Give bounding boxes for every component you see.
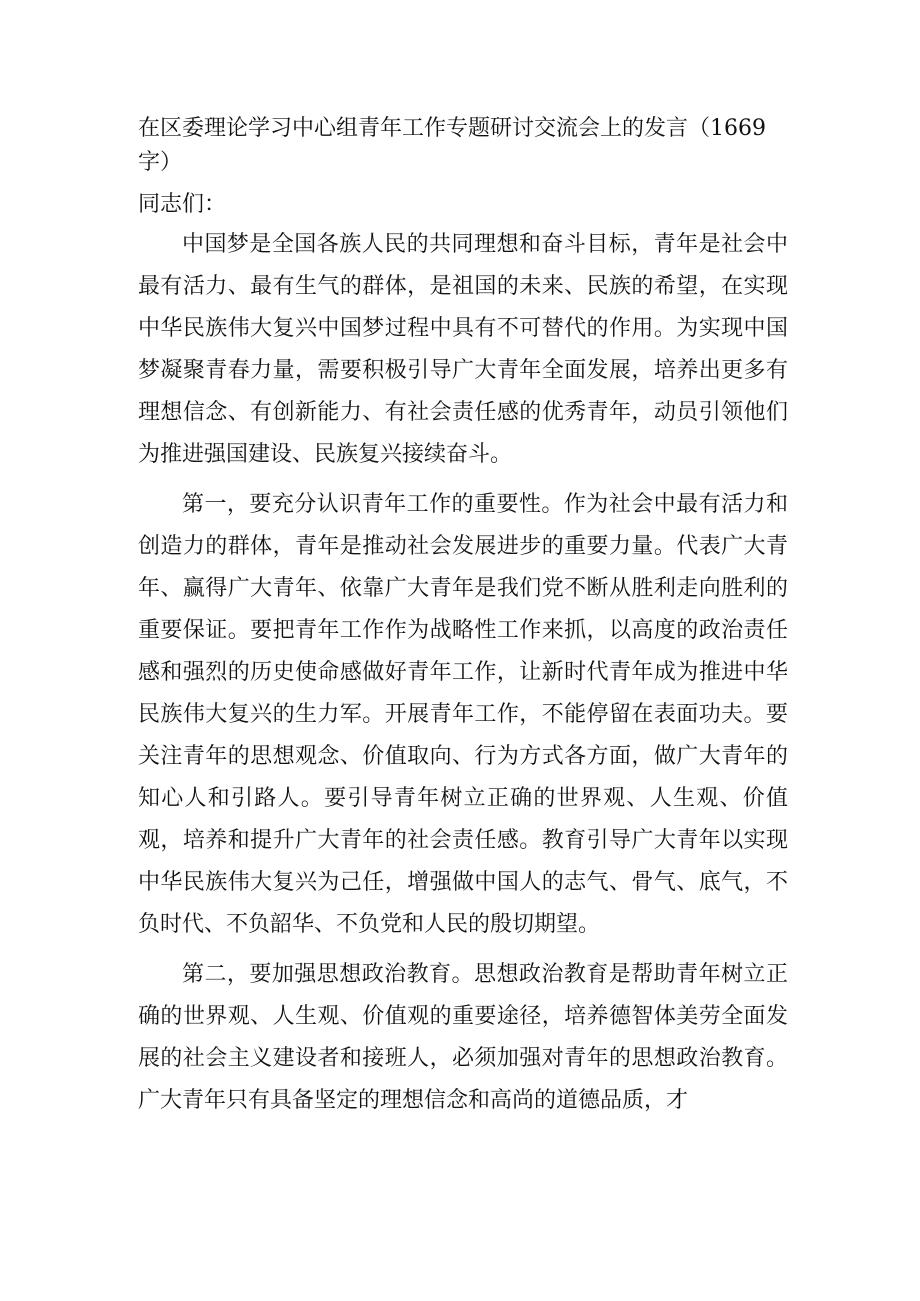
paragraph-point-two: 第二，要加强思想政治教育。思想政治教育是帮助青年树立正确的世界观、人生观、价值观的重要途径，培养德智体美劳全面发展的社会主义建设者和接班人，必须加强对青年的思想政治教育。广大青年只有具备坚定的理想信念和高尚的道德品质，才 bbox=[138, 962, 788, 1113]
paragraph-intro: 中国梦是全国各族人民的共同理想和奋斗目标，青年是社会中最有活力、最有生气的群体，是祖国的未来、民族的希望，在实现中华民族伟大复兴中国梦过程中具有不可替代的作用。为实现中国梦凝聚青春力量，需要积极引导广大青年全面发展，培养出更多有理想信念、有创新能力、有社会责任感的优秀青年，动员引领他们为推进强国建设、民族复兴接续奋斗。 bbox=[138, 232, 788, 467]
document-title: 在区委理论学习中心组青年工作专题研讨交流会上的发言（1669字） bbox=[138, 116, 766, 175]
paragraph-point-one: 第一，要充分认识青年工作的重要性。作为社会中最有活力和创造力的群体，青年是推动社会发展进步的重要力量。代表广大青年、赢得广大青年、依靠广大青年是我们党不断从胜利走向胜利的重要保证。要把青年工作作为战略性工作来抓，以高度的政治责任感和强烈的历史使命感做好青年工作，让新时代青年成为推进中华民族伟大复兴的生力军。开展青年工作，不能停留在表面功夫。要关注青年的思想观念、价值取向、行为方式各方面，做广大青年的知心人和引路人。要引导青年树立正确的世界观、人生观、价值观，培养和提升广大青年的社会责任感。教育引导广大青年以实现中华民族伟大复兴为己任，增强做中国人的志气、骨气、底气，不负时代、不负韶华、不负党和人民的殷切期望。 bbox=[138, 492, 788, 937]
document-page bbox=[138, 112, 788, 1122]
salutation: 同志们： bbox=[138, 192, 227, 217]
